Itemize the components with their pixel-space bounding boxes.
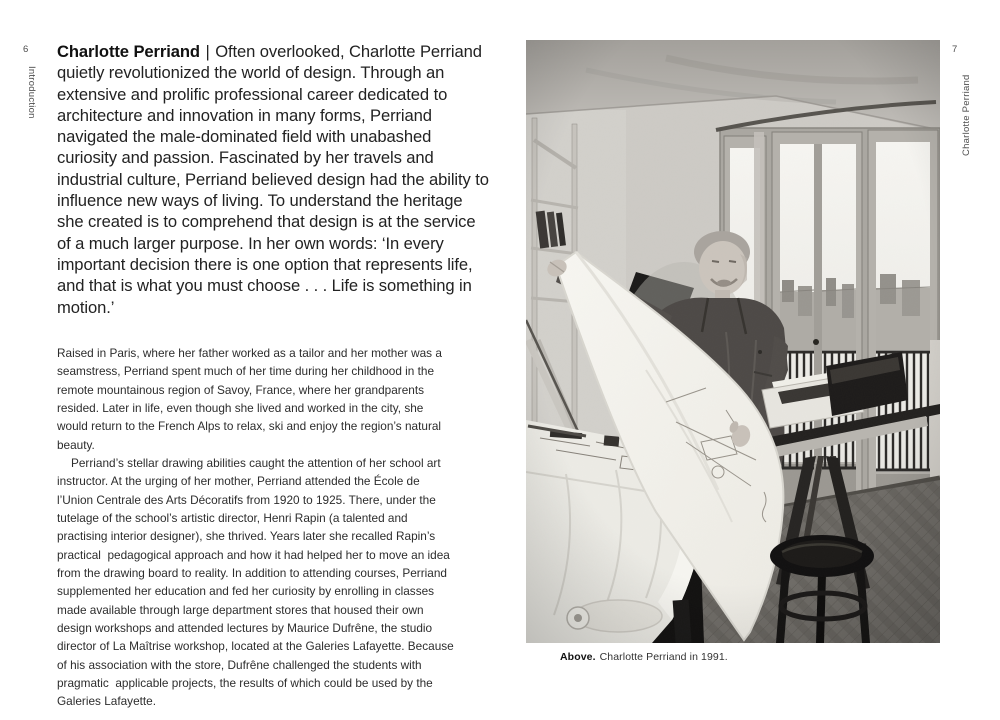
lead-separator: |	[200, 42, 215, 61]
body-copy	[57, 344, 455, 711]
left-page-text-column	[57, 41, 489, 711]
photo-caption-text: Charlotte Perriand in 1991.	[599, 651, 728, 663]
studio-photo-illustration	[526, 40, 940, 643]
body-paragraph: Raised in Paris, where her father worked as a tailor and her mother was a seamstress, Perriand spent much of her time during her childhood in the remote mountainous region of Savoy, France, where her grandparents resided. Later in life, even though she lived and worked in the city, she would return to the French Alps to relax, ski and enjoy the region’s natural beauty.	[57, 345, 446, 452]
lead-text: Often overlooked, Charlotte Perriand quietly revolutionized the world of design. Through an extensive and prolific professional career dedicated to architecture and innovation in many forms, Perriand navigated the male-dominated field with unabashed curiosity and passion. Fascinated by her travels and industrial culture, Perriand believed design had the ability to influence new ways of living. To understand the heritage she created is to comprehend that design is at the service of a much larger purpose. In her own words: ‘In every important decision there is one option that represents life, and that is what you must choose . . . Life is something in motion.’	[57, 42, 489, 317]
page-number-left: 6	[23, 44, 29, 55]
photo-caption	[560, 651, 728, 663]
margin-label-introduction: Introduction	[26, 66, 37, 119]
studio-photo	[526, 40, 940, 643]
lead-paragraph	[57, 41, 489, 318]
photo-caption-label: Above.	[560, 651, 596, 663]
body-paragraph: Perriand’s stellar drawing abilities caught the attention of her school art instructor. At the urging of her mother, Perriand attended the École de l’Union Centrale des Arts Décoratifs from 1920 to 1925. There, under the tutelage of the school’s artistic director, Henri Rapin (a talented and practising interior designer), she thrived. Years later she recalled Rapin’s practical pedagogical approach and how it had helped her to move an idea from the drawing board to reality. In addition to attending courses, Perriand supplemented her education and fed her curiosity by enrolling in classes made available through large department stores that housed their own design workshops and attended lectures by Maurice Dufrêne, the studio director of La Maîtrise workshop, located at the Galeries Lafayette. Because of his association with the store, Dufrêne challenged the students with pragmatic applicable projects, the results of which could be used by the Galeries Lafayette.	[57, 455, 457, 709]
margin-label-charlotte-perriand: Charlotte Perriand	[961, 74, 972, 156]
lead-heading: Charlotte Perriand	[57, 42, 200, 61]
page-number-right: 7	[952, 44, 958, 55]
